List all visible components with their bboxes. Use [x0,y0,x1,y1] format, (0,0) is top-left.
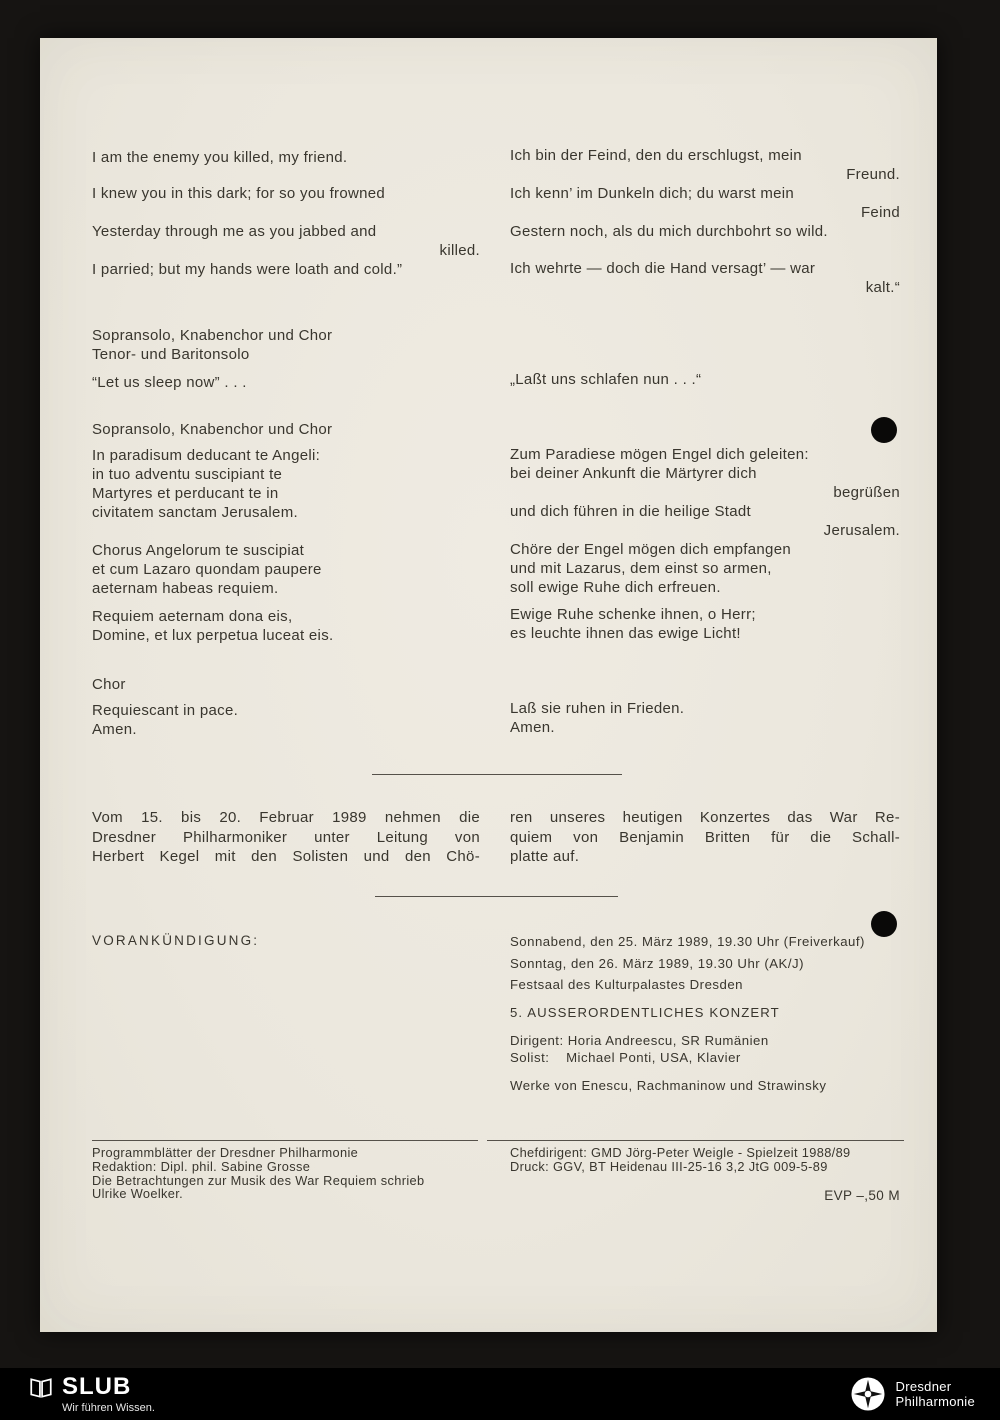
text-line: Festsaal des Kulturpalastes Dresden [510,977,744,992]
text-line: killed. [439,242,480,259]
text-line: Chor [92,676,126,693]
text-line: Feind [860,204,900,221]
slub-wordmark: SLUB [62,1373,132,1400]
text-line: Dresdner Philharmoniker unter Leitung von [92,828,480,846]
credits-left [92,1146,492,1201]
text-line: Programmblätter der Dresdner Philharmonie [92,1145,359,1160]
text-line: Herbert Kegel mit den Solisten und den Chö- [92,848,480,865]
announcement-details [510,931,950,1096]
text-line: Jerusalem. [823,522,900,539]
text-line: Solist: Michael Ponti, USA, Klavier [510,1050,741,1065]
text-line: Amen. [510,719,555,736]
text-line: Requiescant in pace. [92,702,239,719]
text-line: Ich bin der Feind, den du erschlugst, mein [510,147,802,164]
text-line: Ich wehrte — doch die Hand versagt’ — war [510,260,816,277]
announcement-label: VORANKÜNDIGUNG: [92,933,260,948]
slub-tagline: Wir führen Wissen. [62,1402,155,1414]
text-line: soll ewige Ruhe dich erfreuen. [510,579,721,596]
text-line: begrüßen [833,484,900,501]
text-line: Laß sie ruhen in Frieden. [510,700,685,717]
text-line: Chorus Angelorum te suscipiat [92,542,305,559]
text-line: Sopransolo, Knabenchor und Chor [92,421,333,438]
text-line: Sonntag, den 26. März 1989, 19.30 Uhr (AK/J) [510,956,804,971]
text-line: Druck: GGV, BT Heidenau III-25-16 3,2 JtG 009-5-89 [510,1158,828,1174]
text-line: Yesterday through me as you jabbed and [92,223,377,240]
punch-hole [871,911,897,937]
text-line: I am the enemy you killed, my friend. [92,149,348,166]
text-line: I parried; but my hands were loath and cold.” [92,261,403,278]
text-line: Chöre der Engel mögen dich empfangen [510,541,791,558]
text-line: Requiem aeternam dona eis, [92,608,293,625]
text-line: Sonnabend, den 25. März 1989, 19.30 Uhr (Freiverkauf) [510,934,865,949]
text-line: kalt.“ [865,279,900,296]
divider-rule [487,1140,904,1141]
text-line: bei deiner Ankunft die Märtyrer dich [510,465,757,482]
text-line: platte auf. [510,848,580,865]
divider-rule [375,896,618,897]
text-line: Vom 15. bis 20. Februar 1989 nehmen die [92,809,480,826]
recording-note-right [510,808,900,867]
poem-column-english [92,148,480,739]
philharmonie-emblem-icon [850,1376,886,1412]
text-line: aeternam habeas requiem. [92,580,279,597]
philharmonie-logo [850,1376,975,1412]
slub-logo [28,1374,155,1415]
text-line: 5. AUSSERORDENTLICHES KONZERT [510,1005,780,1020]
document-page [40,38,937,1332]
text-line: Redaktion: Dipl. phil. Sabine Grosse [92,1158,311,1174]
text-line: Domine, et lux perpetua luceat eis. [92,627,334,644]
divider-rule [92,1140,478,1141]
text-line: Ewige Ruhe schenke ihnen, o Herr; [510,606,756,623]
text-line: quiem von Benjamin Britten für die Schall- [510,828,900,846]
text-line: Werke von Enescu, Rachmaninow und Strawinsky [510,1078,827,1093]
text-line: et cum Lazaro quondam paupere [92,561,322,578]
text-line: Tenor- und Baritonsolo [92,346,250,363]
divider-rule [372,774,622,775]
credits-right [510,1146,902,1174]
text-line: „Laßt uns schlafen nun . . .“ [510,371,702,388]
text-line: und dich führen in die heilige Stadt [510,503,751,520]
text-line: I knew you in this dark; for so you frowned [92,185,386,202]
text-line: In paradisum deducant te Angeli: [92,447,321,464]
punch-hole [871,417,897,443]
recording-note-left [92,808,480,867]
text-line: Ich kenn’ im Dunkeln dich; du warst mein [510,185,795,202]
text-line: Die Betrachtungen zur Musik des War Requiem schrieb [92,1172,425,1188]
text-line: es leuchte ihnen das ewige Licht! [510,625,741,642]
text-line: Ulrike Woelker. [92,1186,184,1202]
text-line: Sopransolo, Knabenchor und Chor [92,327,333,344]
poem-column-german [510,146,900,737]
text-line: Dirigent: Horia Andreescu, SR Rumänien [510,1033,769,1048]
text-line: Freund. [846,166,900,183]
text-line: Martyres et perducant te in [92,485,279,502]
text-line: Chefdirigent: GMD Jörg-Peter Weigle - Spielzeit 1988/89 [510,1145,851,1160]
text-line: in tuo adventu suscipiant te [92,466,283,483]
philharmonie-wordmark-line1: Dresdner [895,1379,952,1394]
text-line: und mit Lazarus, dem einst so armen, [510,560,772,577]
text-line: Zum Paradiese mögen Engel dich geleiten: [510,446,809,463]
text-line: “Let us sleep now” . . . [92,374,247,391]
philharmonie-wordmark-line2: Philharmonie [895,1394,975,1409]
book-icon [28,1375,54,1401]
text-line: ren unseres heutigen Konzertes das War Re- [510,809,900,826]
price-label: EVP –,50 M [824,1188,900,1203]
text-line: Amen. [92,721,137,738]
library-footer-bar [0,1368,1000,1420]
text-line: Gestern noch, als du mich durchbohrt so wild. [510,223,828,240]
text-line: civitatem sanctam Jerusalem. [92,504,298,521]
